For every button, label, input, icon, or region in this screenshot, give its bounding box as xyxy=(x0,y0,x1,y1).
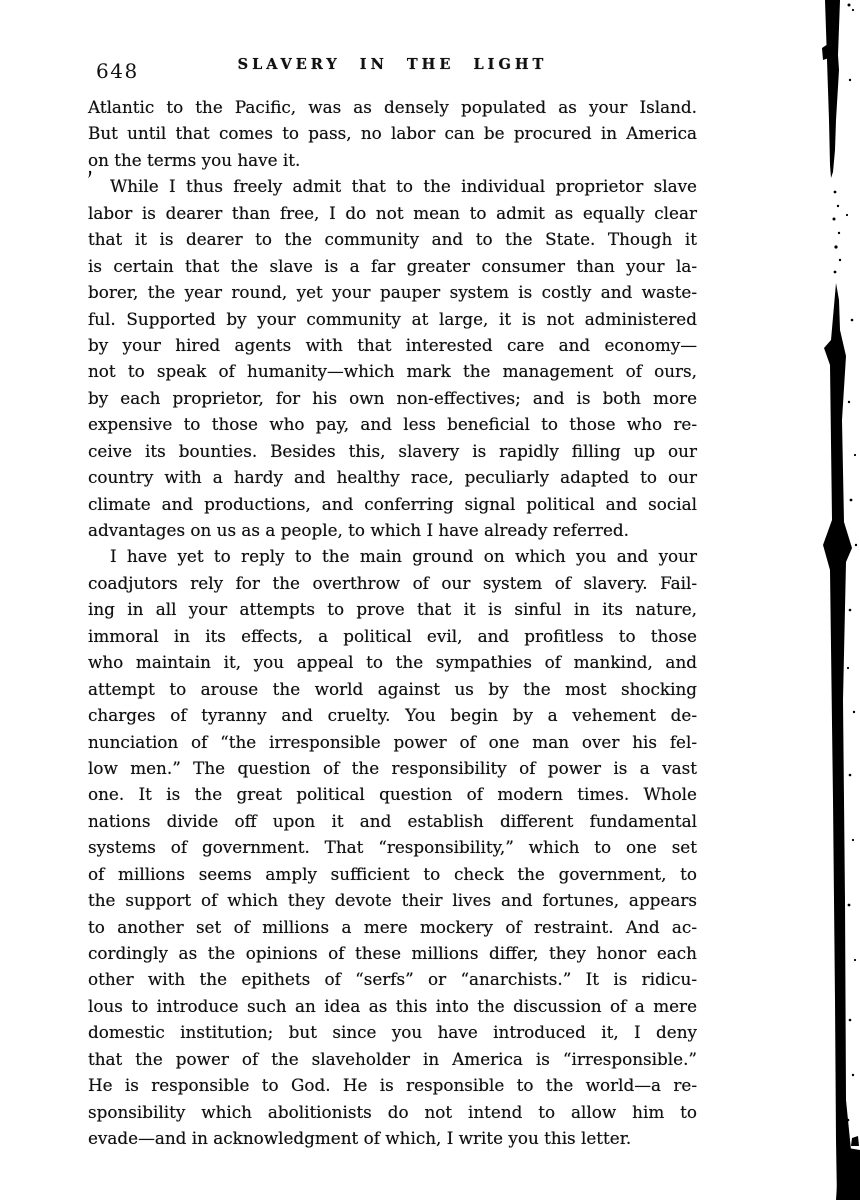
text-line: that it is dearer to the community and to the State. Though it xyxy=(88,229,697,250)
text-line: on the terms you have it. xyxy=(88,149,301,170)
text-line: nunciation of “the irresponsible power of one man over his fel- xyxy=(88,731,697,752)
text-line: lous to introduce such an idea as this into the discussion of a mere xyxy=(88,995,697,1016)
text-line: low men.” The question of the responsibility of power is a vast xyxy=(88,757,697,778)
text-line: While I thus freely admit that to the individual proprietor slave xyxy=(110,176,697,197)
text-line: coadjutors rely for the overthrow of our system of slavery. Fail- xyxy=(88,572,697,593)
text-line: who maintain it, you appeal to the sympathies of mankind, and xyxy=(88,652,697,673)
page-number: 648 xyxy=(96,59,139,83)
text-line: by your hired agents with that interested care and economy— xyxy=(88,334,697,355)
text-line: ing in all your attempts to prove that it is sinful in its nature, xyxy=(88,599,697,620)
text-line: cordingly as the opinions of these millions differ, they honor each xyxy=(88,943,697,963)
text-line: immoral in its effects, a political evil, and profitless to those xyxy=(88,625,697,646)
text-line: ceive its bounties. Besides this, slavery is rapidly filling up our xyxy=(88,440,697,461)
text-line: borer, the year round, yet your pauper system is costly and waste- xyxy=(88,282,697,303)
text-line: expensive to those who pay, and less beneficial to those who re- xyxy=(88,414,697,435)
text-line: I have yet to reply to the main ground on which you and your xyxy=(110,546,697,567)
text-line: one. It is the great political question of modern times. Whole xyxy=(88,784,697,805)
page-text xyxy=(88,94,697,1152)
text-line: nations divide off upon it and establish different fundamental xyxy=(88,810,697,831)
text-line: to another set of millions a mere mockery of restraint. And ac- xyxy=(88,916,697,937)
text-line: But until that comes to pass, no labor can be procured in America xyxy=(88,123,697,144)
text-line: country with a hardy and healthy race, peculiarly adapted to our xyxy=(88,467,697,488)
text-line: He is responsible to God. He is responsible to the world—a re- xyxy=(88,1075,697,1096)
text-line: not to speak of humanity—which mark the management of ours, xyxy=(88,361,697,382)
text-line: of millions seems amply sufficient to check the government, to xyxy=(88,863,697,884)
text-line: climate and productions, and conferring signal political and social xyxy=(88,493,697,514)
text-line: by each proprietor, for his own non-effectives; and is both more xyxy=(88,387,697,408)
text-line: that the power of the slaveholder in America is “irresponsible.” xyxy=(88,1048,697,1069)
text-line: advantages on us as a people, to which I have already referred. xyxy=(88,520,629,540)
text-line: sponsibility which abolitionists do not intend to allow him to xyxy=(88,1101,697,1122)
text-line: is certain that the slave is a far greater consumer than your la- xyxy=(88,255,697,276)
text-line: evade—and in acknowledgment of which, I write you this letter. xyxy=(88,1128,632,1149)
text-line: Atlantic to the Pacific, was as densely populated as your Island. xyxy=(88,97,697,117)
text-line: attempt to arouse the world against us by the most shocking xyxy=(88,678,697,699)
text-line: charges of tyranny and cruelty. You begin by a vehement de- xyxy=(88,705,697,726)
text-line: other with the epithets of “serfs” or “anarchists.” It is ridicu- xyxy=(88,969,697,990)
text-line: domestic institution; but since you have introduced it, I deny xyxy=(88,1022,697,1043)
text-line: ful. Supported by your community at large, it is not administered xyxy=(88,308,697,329)
running-header: SLAVERY IN THE LIGHT xyxy=(237,56,548,73)
text-line: systems of government. That “responsibility,” which to one set xyxy=(88,837,697,858)
text-line: the support of which they devote their lives and fortunes, appears xyxy=(88,890,697,911)
text-line: labor is dearer than free, I do not mean to admit as equally clear xyxy=(88,202,697,223)
